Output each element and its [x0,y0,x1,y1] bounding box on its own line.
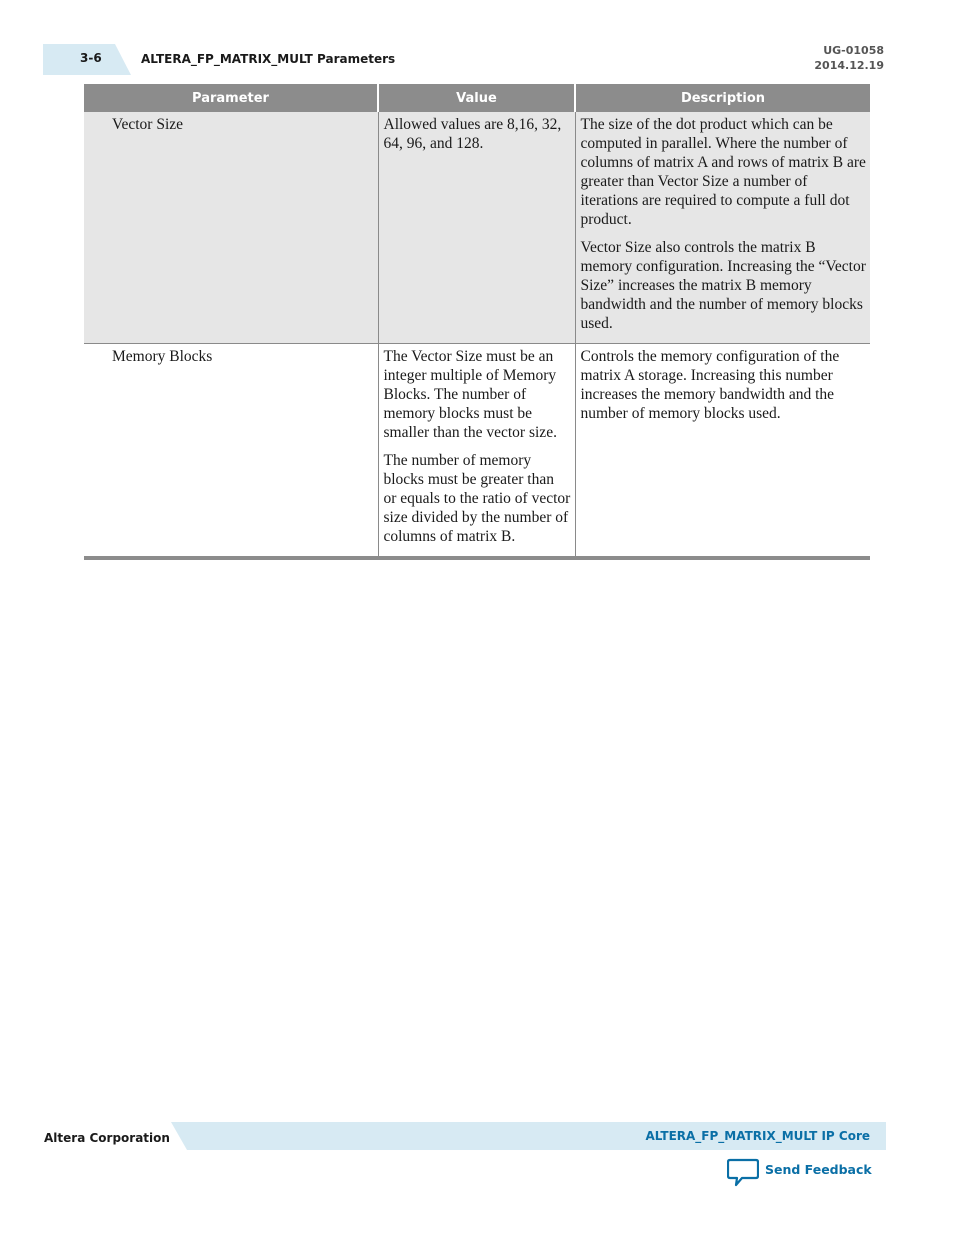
parameter-cell: Vector Size [84,112,378,344]
company-name: Altera Corporation [44,1131,170,1145]
document-meta [814,43,884,73]
document-id: UG-01058 [823,44,884,57]
column-header-description: Description [575,84,870,112]
parameters-table [84,84,870,560]
description-paragraph: Vector Size also controls the matrix B memory configuration. Increasing the “Vector Size” increases the matrix B memory bandwidth and the number of memory blocks used. [580,239,866,332]
value-paragraph: Allowed values are 8,16, 32, 64, 96, and 128. [383,116,562,152]
core-title-link[interactable]: ALTERA_FP_MATRIX_MULT IP Core [645,1129,870,1143]
column-header-value: Value [378,84,575,112]
description-paragraph: The size of the dot product which can be computed in parallel. Where the number of columns of matrix A and rows of matrix B are greater than Vector Size a number of iterations are required to compute a full dot product. [580,116,866,228]
section-title: ALTERA_FP_MATRIX_MULT Parameters [141,52,396,66]
send-feedback-label: Send Feedback [765,1162,872,1177]
value-cell [378,112,575,344]
value-paragraph: The number of memory blocks must be greater than or equals to the ratio of vector size divided by the number of columns of matrix B. [383,452,571,545]
page-number: 3-6 [80,51,102,65]
table-header-row [84,84,870,112]
document-date: 2014.12.19 [814,59,884,72]
value-cell [378,344,575,559]
column-header-parameter: Parameter [84,84,378,112]
description-cell [575,112,870,344]
description-paragraph: Controls the memory configuration of the matrix A storage. Increasing this number increases the memory bandwidth and the number of memory blocks used. [580,348,840,422]
speech-bubble-icon [727,1158,759,1188]
table-row [84,112,870,344]
value-paragraph: The Vector Size must be an integer multiple of Memory Blocks. The number of memory blocks must be smaller than the vector size. [383,348,557,441]
parameter-cell: Memory Blocks [84,344,378,559]
description-cell [575,344,870,559]
table-row [84,344,870,559]
send-feedback-link[interactable] [727,1158,872,1188]
